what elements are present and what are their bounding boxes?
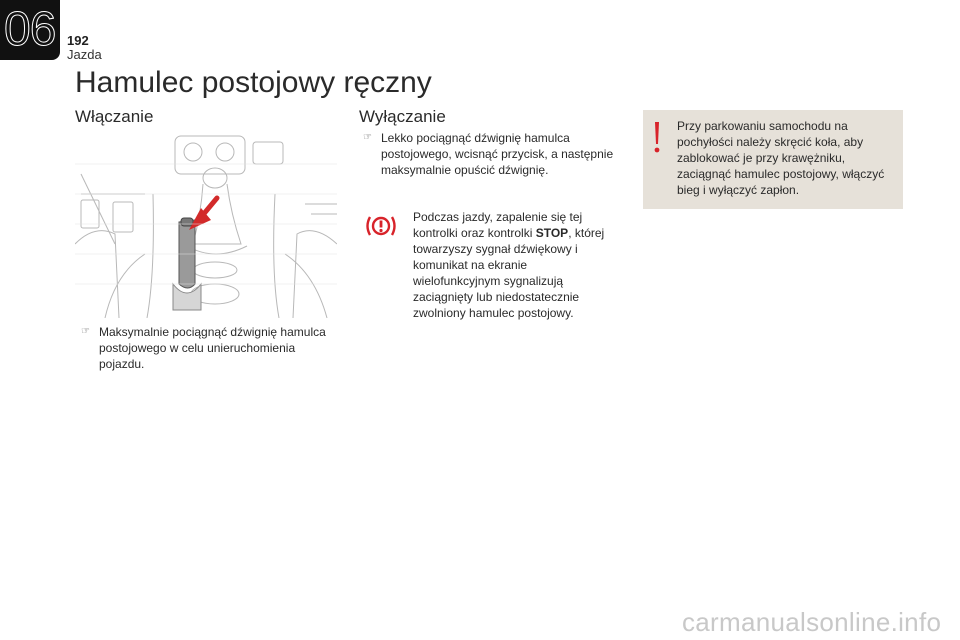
exclamation-icon <box>650 120 664 154</box>
engage-bullet-text: Maksymalnie pociągnąć dźwignię hamulca postojowego w celu unieruchomienia pojazdu. <box>99 325 326 371</box>
engage-bullet <box>81 324 336 372</box>
chapter-tab <box>0 0 60 60</box>
bullet-arrow-icon: ☞ <box>81 326 90 337</box>
note-text-part1: Podczas jazdy, zapalenie się tej kontrolki oraz kontrolki <box>413 210 583 240</box>
bullet-arrow-icon: ☞ <box>363 132 372 143</box>
brake-warning-icon <box>365 213 397 239</box>
handbrake-illustration <box>75 134 337 318</box>
chapter-number: 06 <box>4 3 56 56</box>
watermark: carmanualsonline.info <box>682 607 942 637</box>
release-bullet <box>363 130 621 178</box>
handbrake-lever <box>173 218 201 310</box>
page-title: Hamulec postojowy ręczny <box>75 66 432 99</box>
brake-light-note <box>413 209 613 321</box>
release-bullet-text: Lekko pociągnąć dźwignię hamulca postojowego, wcisnąć przycisk, a następnie maksymalnie opuścić dźwignię. <box>381 131 614 177</box>
pull-arrow-icon <box>189 198 217 230</box>
page-number: 192 <box>67 33 89 48</box>
warning-text: Przy parkowaniu samochodu na pochyłości należy skręcić koła, aby zablokować je przy krawężniku, zaciągnąć hamulec postojowy, włączyć bieg i wyłączyć zapłon. <box>677 119 885 197</box>
note-stop-label: STOP <box>535 226 569 240</box>
release-heading: Wyłączanie <box>359 107 446 126</box>
engage-heading: Włączanie <box>75 107 154 126</box>
section-label: Jazda <box>67 47 102 62</box>
note-text-part2: , której towarzyszy sygnał dźwiękowy i komunikat na ekranie wielofunkcyjnym sygnalizują zaciągnięty lub niedostatecznie zwolniony hamulec postojowy. <box>413 226 605 320</box>
